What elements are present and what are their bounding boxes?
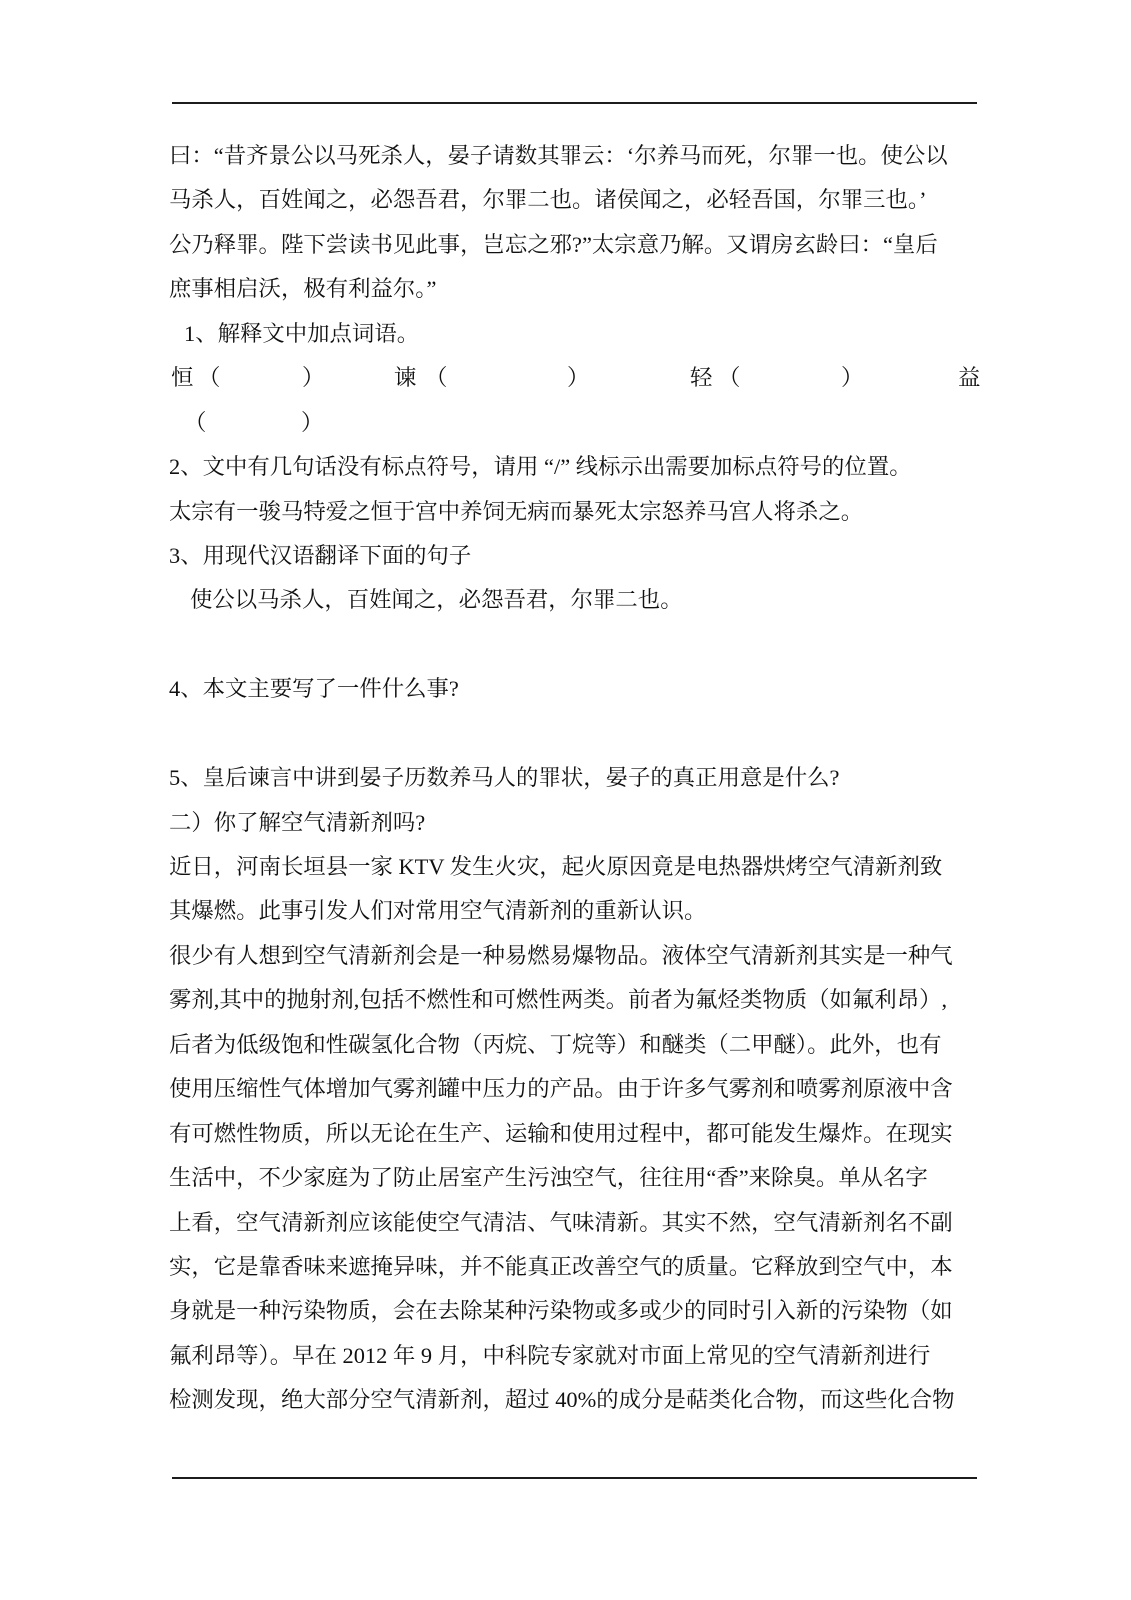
section2-para2-line: 检测发现，绝大部分空气清新剂，超过 40%的成分是萜类化合物，而这些化合物	[169, 1387, 955, 1413]
open-bracket: （	[718, 365, 741, 391]
fill-blank-row-2	[169, 401, 981, 445]
fill-word-qing: 轻	[690, 365, 713, 391]
header-rule	[172, 102, 977, 104]
close-bracket: ）	[301, 409, 324, 435]
section2-para1-line: 近日，河南长垣县一家 KTV 发生火灾，起火原因竟是电热器烘烤空气清新剂致	[169, 854, 943, 879]
fill-word-jian: 谏	[394, 365, 417, 391]
fill-blank-row-1	[169, 356, 981, 400]
section2-para2-line: 身就是一种污染物质，会在去除某种污染物或多或少的同时引入新的污染物（如	[169, 1298, 953, 1324]
fill-word-yi: 益	[958, 365, 981, 391]
section2-para2-line: 上看，空气清新剂应该能使空气清洁、气味清新。其实不然，空气清新剂名不副	[169, 1209, 953, 1235]
section2-para1-line: 其爆燃。此事引发人们对常用空气清新剂的重新认识。	[169, 898, 707, 924]
section2-para2-line: 后者为低级饱和性碳氢化合物（丙烷、丁烷等）和醚类（二甲醚）。此外，也有	[169, 1031, 942, 1057]
question-3-sentence: 使公以马杀人，百姓闻之，必怨吾君，尔罪二也。	[190, 587, 683, 613]
fill-word-heng: 恒	[171, 365, 194, 391]
question-4-label: 4、本文主要写了一件什么事?	[169, 676, 459, 702]
question-5-label: 5、皇后谏言中讲到晏子历数养马人的罪状，晏子的真正用意是什么?	[169, 765, 840, 791]
passage-line: 曰：“昔齐景公以马死杀人，晏子请数其罪云：‘尔养马而死，尔罪一也。使公以	[169, 143, 948, 168]
section-2-heading: 二）你了解空气清新剂吗?	[169, 809, 426, 835]
close-bracket: ）	[302, 365, 325, 391]
document-body	[169, 134, 981, 1423]
footer-rule	[172, 1477, 977, 1479]
section2-para2-line: 生活中，不少家庭为了防止居室产生污浊空气，往往用“香”来除臭。单从名字	[169, 1165, 928, 1191]
question-3-label: 3、用现代汉语翻译下面的句子	[169, 542, 472, 568]
open-bracket: （	[198, 365, 221, 391]
close-bracket: ）	[567, 365, 590, 391]
blank-line	[169, 712, 981, 756]
section2-para2-line: 实，它是靠香味来遮掩异味，并不能真正改善空气的质量。它释放到空气中，本	[169, 1253, 953, 1279]
passage-line: 庶事相启沃，极有利益尔。”	[169, 276, 437, 302]
section2-para2-line: 雾剂,其中的抛射剂,包括不燃性和可燃性两类。前者为氟烃类物质（如氟利昂）,	[169, 987, 948, 1013]
close-bracket: ）	[841, 365, 864, 391]
open-bracket: （	[184, 409, 207, 435]
question-2-sentence: 太宗有一骏马特爱之恒于宫中养饲无病而暴死太宗怒养马宫人将杀之。	[169, 498, 864, 524]
section2-para2-line: 氟利昂等）。早在 2012 年 9 月，中科院专家就对市面上常见的空气清新剂进行	[169, 1342, 931, 1368]
section2-para2-line: 有可燃性物质，所以无论在生产、运输和使用过程中，都可能发生爆炸。在现实	[169, 1120, 953, 1146]
open-bracket: （	[425, 365, 448, 391]
section2-para2-line: 很少有人想到空气清新剂会是一种易燃易爆物品。液体空气清新剂其实是一种气	[169, 942, 953, 968]
question-2-label: 2、文中有几句话没有标点符号，请用 “/” 线标示出需要加标点符号的位置。	[169, 454, 912, 480]
section2-para2-line: 使用压缩性气体增加气雾剂罐中压力的产品。由于许多气雾剂和喷雾剂原液中含	[169, 1076, 953, 1102]
passage-line: 马杀人，百姓闻之，必怨吾君，尔罪二也。诸侯闻之，必轻吾国，尔罪三也。’	[169, 187, 927, 213]
blank-line	[169, 623, 981, 667]
question-1-label: 1、解释文中加点词语。	[184, 320, 420, 346]
passage-line: 公乃释罪。陛下尝读书见此事，岂忘之邪?”太宗意乃解。又谓房玄龄曰：“皇后	[169, 231, 938, 257]
